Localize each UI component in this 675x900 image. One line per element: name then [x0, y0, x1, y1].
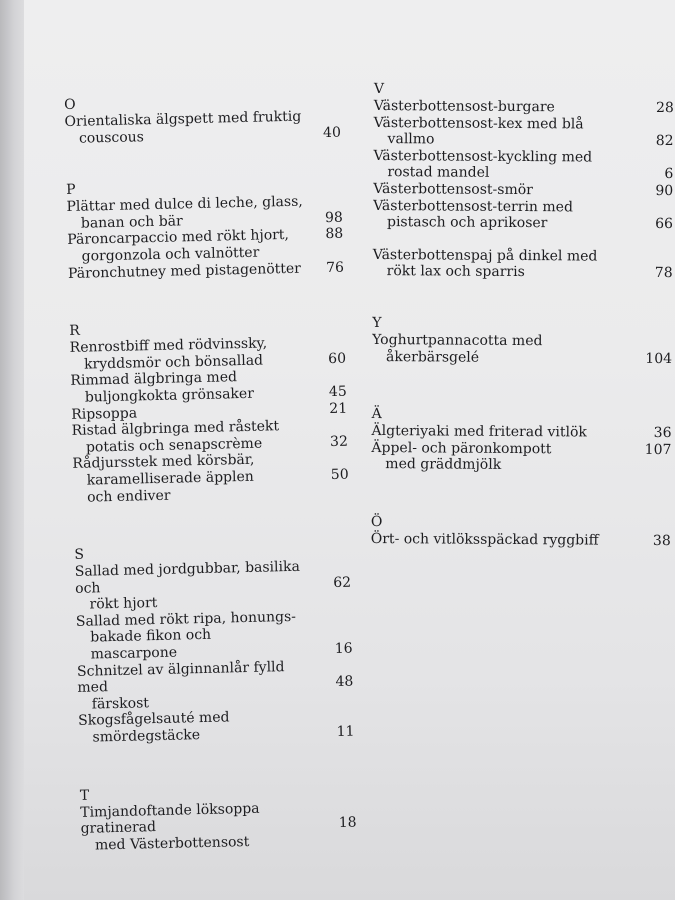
entry-page-number: 104 [645, 350, 673, 367]
entry-title-line: rostad mandel [387, 164, 490, 182]
entry-title-line: rökt lax och sparris [386, 263, 525, 281]
index-column-right [371, 80, 674, 550]
entry-title-line: Västerbottensost-smör [373, 180, 533, 199]
index-section-s [74, 540, 354, 747]
index-section-r [69, 316, 349, 506]
entry-title-line: potatis och senapscrème [85, 435, 263, 456]
entry-page-number: 78 [654, 265, 673, 282]
entry-title-line: Orientaliska älgspett med fruktig [64, 108, 302, 130]
entry-title-line: Västerbottensost-burgare [373, 97, 555, 116]
entry-page-number: 45 [328, 383, 347, 401]
entry-title-line: Ört- och vitlöksspäckad ryggbiff [370, 530, 599, 549]
entry-title-line: Päronchutney med pistagenötter [67, 260, 302, 282]
entry-title-line: Skogsfågelsauté med [78, 709, 230, 730]
entry-title-line: Ristad älgbringa med råstekt [71, 418, 280, 440]
entry-title-line: vallmo [387, 131, 435, 148]
entry-page-number: 40 [322, 124, 342, 141]
entry-page-number: 88 [325, 226, 344, 243]
section-letter: R [69, 322, 81, 340]
entry-page-number: 36 [653, 425, 672, 442]
index-entry [371, 531, 671, 550]
entry-page-number: 16 [334, 640, 353, 658]
entry-page-number: 76 [325, 259, 345, 276]
entry-title-line: banan och bär [80, 213, 183, 232]
index-entry [372, 332, 672, 367]
entry-title-line: Västerbottensost-terrin med [373, 197, 574, 215]
index-section-ä [371, 405, 671, 475]
entry-title-line: Älgteriyaki med friterad vitlök [371, 423, 587, 441]
entry-title-line: mascarpone [90, 644, 178, 663]
entry-title-line: Rimmad älgbringa med [70, 369, 238, 390]
entry-title-line: Äppel- och päronkompott [371, 439, 552, 457]
entry-page-number: 62 [333, 574, 352, 591]
entry-title-line: Timjandoftande löksoppa gratinerad [80, 800, 260, 838]
entry-title-line: bakade fikon och [90, 627, 212, 647]
entry-page-number: 90 [655, 182, 674, 200]
section-letter: P [65, 181, 76, 199]
entry-title-line: rökt hjort [89, 595, 158, 613]
entry-title-line: pistasch och aprikoser [386, 214, 548, 232]
entry-page-number: 98 [324, 209, 344, 226]
entry-page-number: 60 [328, 350, 347, 367]
entry-page-number: 50 [330, 466, 349, 483]
entry-title-line: Västerbottensost-kex med blå [373, 114, 584, 133]
index-entry [374, 98, 674, 117]
entry-title-line: kryddsmör och bönsallad [83, 352, 264, 373]
index-column-left [64, 90, 357, 854]
entry-title-line: gorgonzola och valnötter [81, 244, 260, 265]
entry-title-line: Västerbottenspaj på dinkel med [372, 246, 598, 265]
entry-page-number: 48 [335, 673, 354, 691]
index-entry [374, 115, 674, 150]
entry-page-number: 11 [336, 723, 355, 741]
entry-page-number: 21 [329, 400, 348, 417]
entry-page-number: 38 [652, 532, 671, 549]
entry-title-line: Sallad med jordgubbar, basilika och [74, 558, 301, 597]
section-letter: Ö [370, 513, 383, 530]
entry-title-line: Plättar med dulce di leche, glass, [66, 193, 303, 216]
section-letter: V [373, 80, 385, 98]
index-section-ö [371, 513, 671, 550]
index-section-t [80, 780, 357, 854]
entry-page-number: 18 [338, 814, 357, 832]
index-entry [373, 181, 673, 200]
section-letter: Y [372, 314, 382, 331]
entry-title-line: färskost [91, 695, 150, 713]
section-letter: Ä [371, 406, 382, 423]
section-letter: T [79, 787, 90, 804]
index-section-o [64, 90, 341, 147]
index-entry [64, 108, 341, 147]
entry-title-line: couscous [78, 128, 145, 147]
index-entry [80, 798, 357, 854]
entry-title-line: åkerbärsgelé [386, 348, 480, 366]
index-entry [72, 450, 349, 506]
entry-title-line: karamelliserade äpplen [86, 468, 254, 489]
entry-title-line: Yoghurtpannacotta med [372, 331, 543, 350]
section-letter: O [64, 96, 76, 113]
index-section-v [373, 80, 674, 282]
entry-page-number: 32 [329, 433, 349, 450]
index-entry [373, 148, 673, 183]
entry-title-line: Schnitzel av älginnanlår fylld med [76, 658, 285, 697]
index-entry [371, 423, 671, 442]
entry-title-line: Sallad med rökt ripa, honungs- [75, 608, 297, 630]
index-entry [373, 198, 673, 233]
entry-page-number: 6 [664, 166, 674, 183]
entry-title-line: Västerbottensost-kyckling med [373, 147, 593, 166]
index-entry [75, 558, 352, 614]
entry-title-line: Ripsoppa [71, 404, 138, 423]
index-entry [78, 707, 355, 746]
entry-title-line: och endiver [86, 487, 171, 506]
index-section-y [372, 314, 672, 367]
index-entry [373, 247, 673, 282]
entry-title-line: smördegstäcke [92, 727, 201, 746]
entry-page-number: 107 [644, 441, 672, 458]
entry-page-number: 82 [655, 133, 674, 150]
entry-title-line: Rådjursstek med körsbär, [72, 452, 255, 473]
book-spine-shadow [0, 0, 24, 900]
entry-title-line: Renrostbiff med rödvinssky, [69, 335, 268, 357]
entry-page-number: 66 [655, 216, 674, 233]
index-entry [371, 440, 671, 475]
entry-title-line: buljongkokta grönsaker [84, 385, 255, 406]
entry-title-line: Päroncarpaccio med rökt hjort, [67, 227, 290, 249]
index-entry [76, 607, 353, 663]
section-letter: S [74, 546, 85, 563]
entry-title-line: med gräddmjölk [385, 456, 502, 474]
entry-title-line: med Västerbottensost [94, 833, 250, 854]
entry-page-number: 28 [655, 99, 674, 117]
index-section-p [66, 175, 344, 282]
index-entry [77, 657, 354, 713]
